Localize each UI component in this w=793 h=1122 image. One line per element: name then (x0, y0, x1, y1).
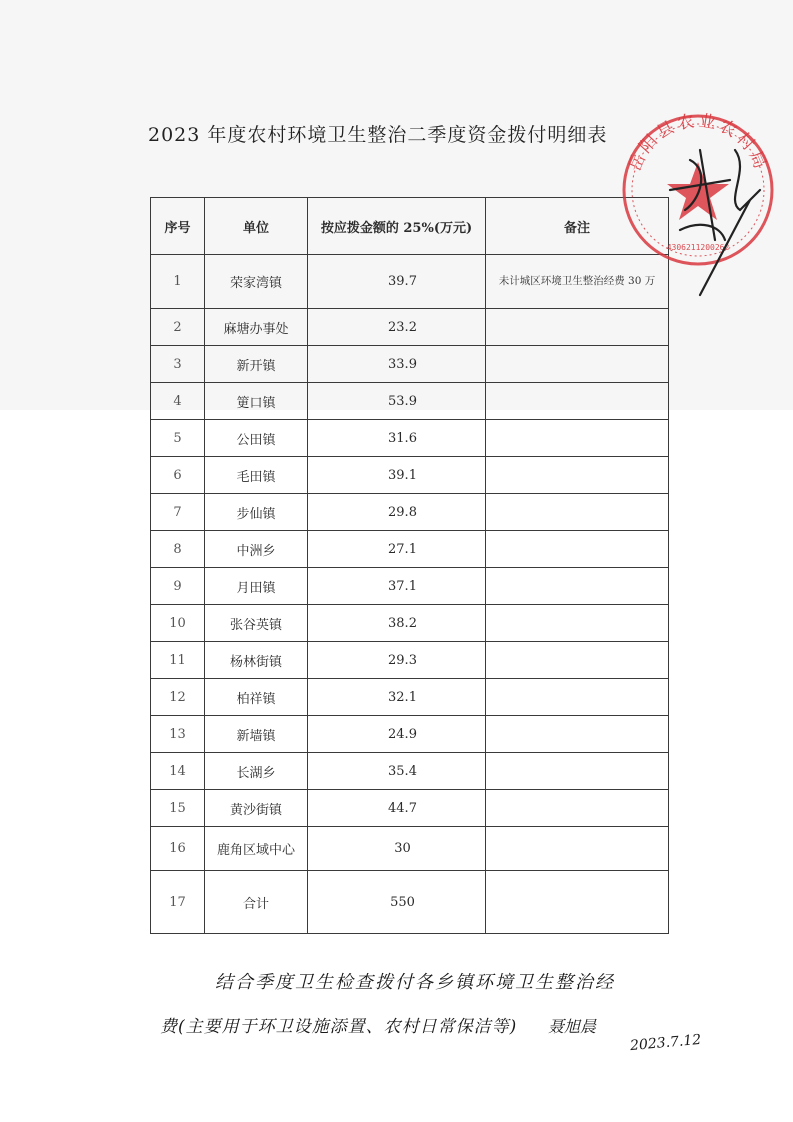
row-amount: 35.4 (308, 753, 486, 790)
row-number: 10 (151, 605, 205, 642)
row-note (486, 871, 669, 934)
row-note (486, 790, 669, 827)
row-amount: 44.7 (308, 790, 486, 827)
row-unit: 长湖乡 (205, 753, 308, 790)
row-amount: 32.1 (308, 679, 486, 716)
row-note (486, 457, 669, 494)
row-note (486, 753, 669, 790)
svg-text:岳阳县农业农村局: 岳阳县农业农村局 (625, 111, 771, 175)
row-number: 16 (151, 827, 205, 871)
table-row (151, 494, 669, 531)
document-title: 2023 年度农村环境卫生整治二季度资金拨付明细表 (148, 124, 608, 146)
row-unit: 荣家湾镇 (205, 255, 308, 309)
row-note (486, 642, 669, 679)
row-number: 11 (151, 642, 205, 679)
table-header-row (151, 198, 669, 255)
row-amount: 27.1 (308, 531, 486, 568)
table-row (151, 679, 669, 716)
table-row (151, 642, 669, 679)
row-amount: 53.9 (308, 383, 486, 420)
row-number: 6 (151, 457, 205, 494)
row-unit: 张谷英镇 (205, 605, 308, 642)
row-note (486, 383, 669, 420)
row-amount: 29.3 (308, 642, 486, 679)
row-number: 2 (151, 309, 205, 346)
row-unit: 步仙镇 (205, 494, 308, 531)
row-number: 9 (151, 568, 205, 605)
header-no: 序号 (151, 198, 205, 255)
row-unit: 筻口镇 (205, 383, 308, 420)
row-unit: 合计 (205, 871, 308, 934)
row-number: 3 (151, 346, 205, 383)
row-unit: 月田镇 (205, 568, 308, 605)
row-note (486, 309, 669, 346)
table-row (151, 753, 669, 790)
funding-table (150, 197, 669, 934)
row-amount: 550 (308, 871, 486, 934)
row-amount: 29.8 (308, 494, 486, 531)
row-amount: 37.1 (308, 568, 486, 605)
row-number: 14 (151, 753, 205, 790)
row-amount: 33.9 (308, 346, 486, 383)
row-unit: 黄沙街镇 (205, 790, 308, 827)
row-number: 15 (151, 790, 205, 827)
table-row (151, 346, 669, 383)
row-number: 1 (151, 255, 205, 309)
header-amount: 按应拨金额的 25%(万元) (308, 198, 486, 255)
row-amount: 39.1 (308, 457, 486, 494)
table-row (151, 457, 669, 494)
row-unit: 麻塘办事处 (205, 309, 308, 346)
handwritten-note-line1: 结合季度卫生检查拨付各乡镇环境卫生整治经 (215, 972, 615, 993)
row-unit: 公田镇 (205, 420, 308, 457)
table-row (151, 871, 669, 934)
row-amount: 30 (308, 827, 486, 871)
row-note (486, 716, 669, 753)
row-unit: 中洲乡 (205, 531, 308, 568)
table-row (151, 255, 669, 309)
row-note (486, 679, 669, 716)
table-row (151, 309, 669, 346)
row-number: 8 (151, 531, 205, 568)
table-row (151, 790, 669, 827)
table-row (151, 568, 669, 605)
row-note (486, 420, 669, 457)
row-note (486, 605, 669, 642)
row-amount: 24.9 (308, 716, 486, 753)
table-row (151, 827, 669, 871)
row-note (486, 568, 669, 605)
table-row (151, 716, 669, 753)
row-number: 4 (151, 383, 205, 420)
row-number: 12 (151, 679, 205, 716)
row-note (486, 531, 669, 568)
row-unit: 鹿角区域中心 (205, 827, 308, 871)
table-row (151, 531, 669, 568)
row-amount: 23.2 (308, 309, 486, 346)
row-unit: 毛田镇 (205, 457, 308, 494)
row-number: 13 (151, 716, 205, 753)
header-unit: 单位 (205, 198, 308, 255)
row-unit: 柏祥镇 (205, 679, 308, 716)
row-number: 5 (151, 420, 205, 457)
row-unit: 新开镇 (205, 346, 308, 383)
row-note: 未计城区环境卫生整治经费 30 万 (486, 255, 669, 309)
table-row (151, 605, 669, 642)
row-unit: 杨林街镇 (205, 642, 308, 679)
row-note (486, 346, 669, 383)
svg-text:4306211200262: 4306211200262 (666, 243, 730, 252)
signature-scribble-top (640, 130, 790, 300)
row-amount: 39.7 (308, 255, 486, 309)
row-amount: 38.2 (308, 605, 486, 642)
row-note (486, 494, 669, 531)
table-row (151, 383, 669, 420)
handwritten-date: 2023.7.12 (629, 1031, 702, 1055)
row-note (486, 827, 669, 871)
row-unit: 新墙镇 (205, 716, 308, 753)
row-number: 7 (151, 494, 205, 531)
header-note: 备注 (486, 198, 669, 255)
handwritten-signature: 聂旭晨 (548, 1017, 597, 1036)
row-amount: 31.6 (308, 420, 486, 457)
handwritten-note-line2: 费(主要用于环卫设施添置、农村日常保洁等) (160, 1017, 518, 1037)
row-number: 17 (151, 871, 205, 934)
table-row (151, 420, 669, 457)
